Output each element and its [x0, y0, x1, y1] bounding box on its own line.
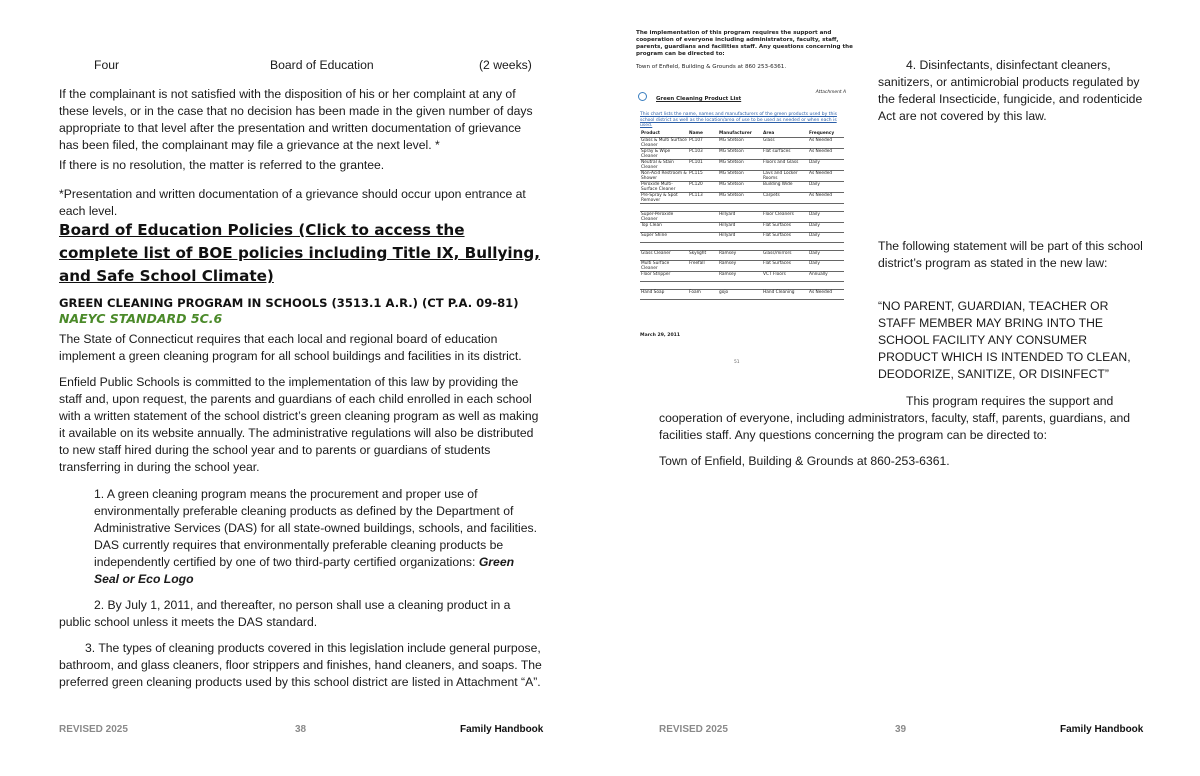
naeyc-standard: NAEYC STANDARD 5C.6	[59, 311, 223, 326]
product-table-cell: Hillyard	[718, 233, 762, 243]
product-table-cell: Super-Peroxide Cleaner	[640, 212, 688, 223]
product-table-cell: gojo	[718, 290, 762, 300]
product-table-cell: Multi Surface Cleaner	[640, 261, 688, 272]
product-table-cell: Daily	[808, 212, 844, 223]
enfield-commitment-paragraph: Enfield Public Schools is committed to the implementation of this law by providing the staff and, upon request, the parents and guardians of each child enrolled in each school with a written statement of the school district’s green cleaning program as well as making it available on its website annually. The administrative regulations will also be distributed to new staff hired during the school year and to parents or guardians of students transferring in during the school year.	[59, 375, 539, 474]
support-line-1: This program requires the support and	[906, 394, 1114, 408]
product-table-cell: Hand Cleaning	[762, 290, 808, 300]
attachment-description: This chart lists the name, names and manufacturers of the green products used by this school district as well as the location/area of use to be used as needed or when each is used.	[640, 112, 837, 128]
product-table-cell: Product	[640, 131, 688, 138]
product-table-cell: PC120	[688, 182, 718, 193]
product-table-cell: Freefall	[688, 261, 718, 272]
no-consumer-products-quote: “NO PARENT, GUARDIAN, TEACHER OR STAFF MEMBER MAY BRING INTO THE SCHOOL FACILITY ANY CONSUMER PRODUCT WHICH IS INTENDED TO CLEAN, DEODORIZE, SANITIZE, OR DISINFECT”	[878, 299, 1131, 381]
product-table-cell: PC115	[688, 171, 718, 182]
product-table-cell: Super Shine	[640, 233, 688, 243]
product-table-cell: PC113	[688, 193, 718, 204]
product-table-cell: PC101	[688, 160, 718, 171]
complaint-paragraph: If the complainant is not satisfied with the disposition of his or her complaint at any of these levels, or in the case that no decision has been made in the given number of days appropriate to that level after the presentation and written documentation of grievance has been filed, the complainant may file a grievance at the next level. *	[59, 87, 533, 152]
product-table-cell: VCT Floors	[762, 272, 808, 282]
footer-revised: REVISED 2025	[59, 724, 128, 735]
attachment-intro: The implementation of this program requires the support and cooperation of everyone including administrators, faculty, staff, parents, guardians and facilities staff. Any questions concerning the program can be directed to:	[636, 30, 853, 57]
product-table-cell: Lavs and Locker Rooms	[762, 171, 808, 182]
product-table-cell: Daily	[808, 251, 844, 261]
product-table-cell: Spray & Wipe Cleaner	[640, 149, 688, 160]
grievance-time: (2 weeks)	[479, 58, 532, 72]
product-table-cell: Neutral & Stain Cleaner	[640, 160, 688, 171]
boe-policies-link[interactable]: Board of Education Policies (Click to access the complete list of BOE policies including Title IX, Bullying, and Safe School Climate)	[59, 221, 541, 285]
item-3: 3. The types of cleaning products covered in this legislation include general purpose, bathroom, and glass cleaners, floor strippers and finishes, hand cleaners, and soaps. The preferred green cleaning products used by this school district are listed in Attachment “A”.	[59, 641, 542, 689]
item-1-text: 1. A green cleaning program means the procurement and proper use of environmentally preferable cleaning products as defined by the Department of Administrative Services (DAS) for all state-owned buildings, schools, and facilities. DAS currently requires that environmentally preferable cleaning products be independently certified by one of two third-party certified organizations:	[94, 487, 537, 569]
product-table-cell: Foam	[688, 290, 718, 300]
product-table-cell: Daily	[808, 182, 844, 193]
product-table-cell: MG Stetson	[718, 149, 762, 160]
product-table-cell: Glass Cleaner	[640, 251, 688, 261]
product-table-cell: Daily	[808, 261, 844, 272]
product-table-cell: Building Wide	[762, 182, 808, 193]
product-table-cell: Flat Surfaces	[762, 223, 808, 233]
product-table-cell: As Needed	[808, 138, 844, 149]
attachment-title: Green Cleaning Product List	[656, 96, 742, 102]
presentation-note: *Presentation and written documentation of a grievance should occur upon entrance at each level.	[59, 187, 526, 218]
product-table-cell: Flat Surfaces	[762, 261, 808, 272]
product-table-cell: As Needed	[808, 149, 844, 160]
product-table-cell: As Needed	[808, 171, 844, 182]
resolution-paragraph: If there is no resolution, the matter is referred to the grantee.	[59, 158, 385, 172]
product-table-cell: Peroxide Multi-Surface Cleaner	[640, 182, 688, 193]
item-1-emphasis: Green Seal or Eco Logo	[94, 555, 515, 586]
product-table-cell: Glass	[762, 138, 808, 149]
product-table-cell: Hillyard	[718, 223, 762, 233]
item-1	[94, 486, 538, 588]
product-table-cell: Carpets	[762, 193, 808, 204]
contact-line: Town of Enfield, Building & Grounds at 860-253-6361.	[659, 454, 950, 468]
product-table-cell: Ramsey	[718, 272, 762, 282]
footer-page-number: 38	[295, 724, 307, 735]
product-table-cell: MG Stetson	[718, 171, 762, 182]
product-table-cell: PC107	[688, 138, 718, 149]
footer-title: Family Handbook	[1060, 724, 1144, 735]
product-table-cell: Daily	[808, 223, 844, 233]
state-requirement-paragraph: The State of Connecticut requires that each local and regional board of education implement a green cleaning program for all school buildings and facilities in its district.	[59, 332, 522, 363]
green-cleaning-heading: GREEN CLEANING PROGRAM IN SCHOOLS (3513.1 A.R.) (CT P.A. 09-81)	[59, 296, 519, 310]
product-table-cell: Flat surfaces	[762, 149, 808, 160]
product-table-cell: Daily	[808, 233, 844, 243]
product-table-cell: As Needed	[808, 290, 844, 300]
product-table-cell: Flat Surfaces	[762, 233, 808, 243]
footer-title: Family Handbook	[460, 724, 544, 735]
product-table-cell: Hillyard	[718, 212, 762, 223]
product-table-cell: Floor Stripper	[640, 272, 688, 282]
statement-intro: The following statement will be part of this school district’s program as stated in the new law:	[878, 239, 1143, 270]
product-table-cell: MG Stetson	[718, 193, 762, 204]
product-table-cell: MG Stetson	[718, 182, 762, 193]
product-table-cell: Skylight	[688, 251, 718, 261]
attachment-label: Attachment A	[815, 90, 846, 95]
product-table-cell: As Needed	[808, 193, 844, 204]
product-table-cell: Frequency	[808, 131, 844, 138]
product-table-cell: Floor Cleaners	[762, 212, 808, 223]
product-table-cell: Name	[688, 131, 718, 138]
footer-page-number: 39	[895, 724, 907, 735]
product-table-cell: Floors and Glass	[762, 160, 808, 171]
footer-revised: REVISED 2025	[659, 724, 728, 735]
product-table-cell: Ramsey	[718, 261, 762, 272]
product-table-cell: MG Stetson	[718, 138, 762, 149]
product-table-cell: Hand Soap	[640, 290, 688, 300]
product-table-cell: Glass & Multi Surface Cleaner	[641, 138, 687, 148]
product-table-cell: Ramsey	[718, 251, 762, 261]
right-page	[600, 0, 1200, 776]
product-table-cell: Daily	[808, 160, 844, 171]
item-2: 2. By July 1, 2011, and thereafter, no person shall use a cleaning product in a public school unless it meets the DAS standard.	[59, 598, 511, 629]
product-table-cell: Top Clean	[640, 223, 688, 233]
product-table-cell: PC103	[688, 149, 718, 160]
product-table-cell: MG Stetson	[718, 160, 762, 171]
product-table-cell: Area	[762, 131, 808, 138]
attachment-date: March 29, 2011	[640, 333, 681, 338]
product-table-cell: Non-Acid Restroom & Shower	[641, 171, 687, 181]
item-4: 4. Disinfectants, disinfectant cleaners, sanitizers, or antimicrobial products regulated by the federal Insecticide, fungicide, and rodenticide Act are not covered by this law.	[878, 58, 1143, 123]
product-table-cell: Glass/mirrors	[762, 251, 808, 261]
attachment-page-number: 51	[734, 360, 740, 365]
grievance-step: Four	[94, 58, 120, 72]
product-table-cell: Manufacturer	[718, 131, 762, 138]
attachment-contact: Town of Enfield, Building & Grounds at 860 253-6361.	[636, 64, 787, 70]
product-table-cell: Pre-Spray & Spot Remover	[640, 193, 688, 204]
support-paragraph: cooperation of everyone, including administrators, faculty, staff, parents, guardians, and facilities staff. Any questions concerning the program can be directed to:	[659, 411, 1131, 442]
grievance-level: Board of Education	[270, 58, 374, 72]
product-table-cell: Annually	[808, 272, 844, 282]
